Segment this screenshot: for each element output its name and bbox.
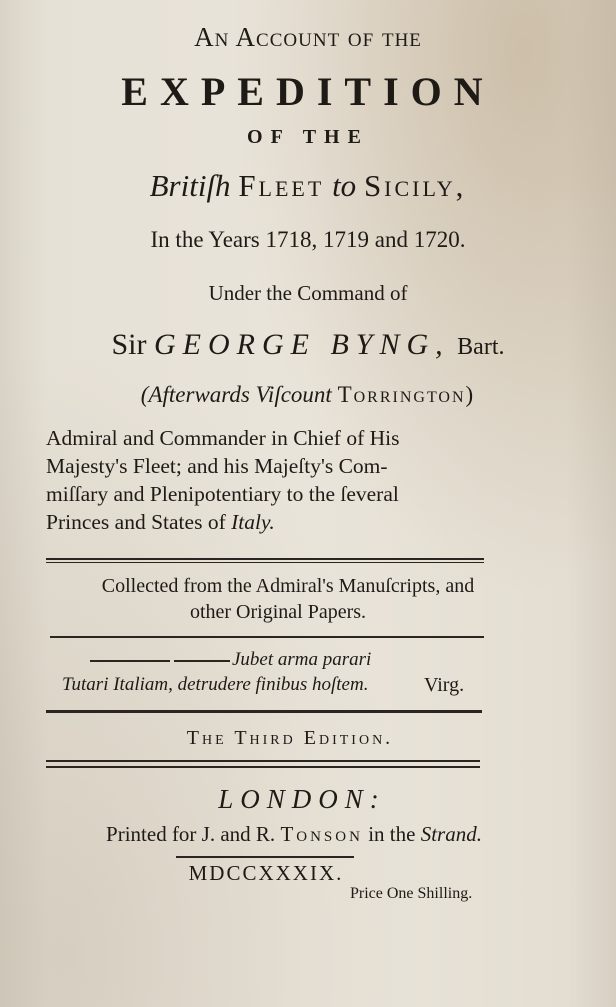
heading-years: In the Years 1718, 1719 and 1720.	[150, 227, 466, 252]
quote-line-2: Tutari Italiam, detrudere finibus hoſtem.	[62, 674, 369, 695]
printer-line: Printed for J. and R. Tonson in the Strand.	[106, 822, 482, 846]
heading-torrington: (Afterwards Viſcount Torrington)	[140, 382, 476, 407]
heading-british-fleet: Britiſh Fleet to Sicily,	[149, 168, 467, 203]
heading-of-the: OF THE	[247, 126, 369, 148]
heading-byng: Sir GEORGE BYNG, Bart.	[111, 328, 505, 361]
collected-line-2: other Original Papers.	[189, 601, 367, 623]
rule-1b	[46, 562, 484, 563]
body-line-4: Princes and States of Italy.	[46, 510, 275, 534]
rule-4b	[46, 766, 480, 768]
heading-account: An Account of the	[194, 22, 422, 52]
year: MDCCXXXIX.	[188, 861, 344, 885]
quote-dash-2	[174, 660, 230, 662]
collected-line-1: Collected from the Admiral's Manuſcripts, and	[101, 575, 475, 597]
quote-line-1: Jubet arma parari	[232, 649, 372, 670]
rule-3	[46, 710, 482, 713]
body-line-2: Majesty's Fleet; and his Majeſty's Com-	[46, 454, 388, 478]
body-text	[46, 424, 492, 536]
rule-1	[46, 558, 484, 560]
price: Price One Shilling.	[350, 885, 473, 902]
place: LONDON:	[218, 784, 386, 814]
heading-expedition: EXPEDITION	[121, 69, 495, 114]
edition: The Third Edition.	[186, 727, 394, 749]
rule-4	[46, 760, 480, 762]
heading-command: Under the Command of	[208, 281, 408, 305]
quote-attribution: Virg.	[424, 674, 465, 696]
body-line-3: miſſary and Plenipotentiary to the ſeveral	[46, 482, 399, 506]
body-line-1: Admiral and Commander in Chief of His	[46, 426, 400, 450]
rule-2	[50, 636, 484, 638]
quote-dash-1	[90, 660, 170, 662]
rule-5	[176, 856, 354, 858]
